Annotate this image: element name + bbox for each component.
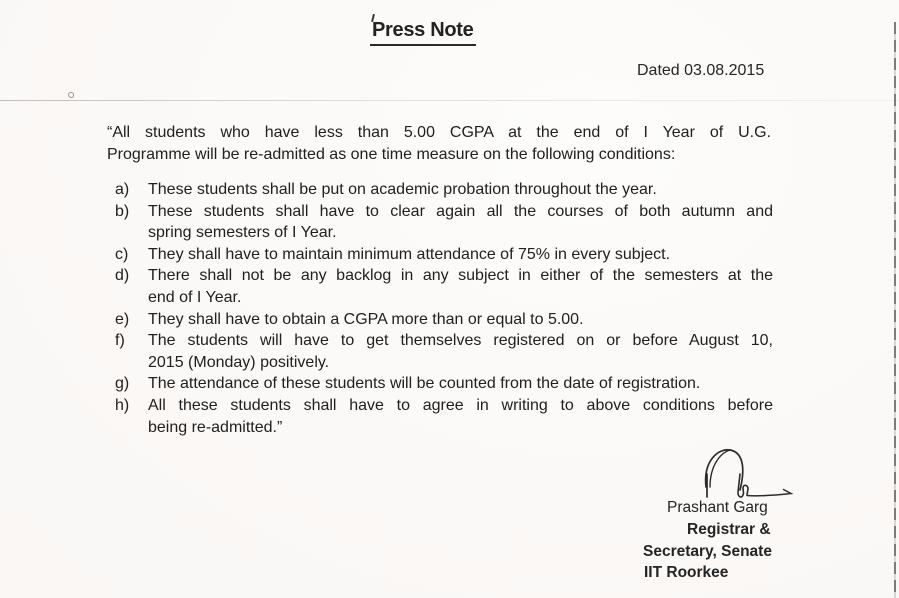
condition-text-line: spring semesters of I Year. xyxy=(148,224,337,242)
signature-handwriting-icon xyxy=(697,444,797,500)
condition-text-line: They shall have to obtain a CGPA more than or equal to 5.00. xyxy=(148,310,584,328)
condition-item-e xyxy=(115,309,773,331)
condition-label: g) xyxy=(115,375,130,393)
condition-text-line: being re-admitted.” xyxy=(148,418,283,436)
intro-line-1: “All students who have less than 5.00 CGPA at the end of I Year of U.G. xyxy=(107,124,771,141)
condition-item-b xyxy=(115,201,773,244)
intro-line-2: Programme will be re-admitted as one time measure on the following conditions: xyxy=(107,145,676,163)
signatory-role-3: IIT Roorkee xyxy=(644,564,729,581)
condition-text-line: There shall not be any backlog in any subject in either of the semesters at the xyxy=(148,267,773,285)
date-line: Dated 03.08.2015 xyxy=(637,62,765,79)
condition-label: b) xyxy=(115,202,130,220)
condition-text-line: The attendance of these students will be counted from the date of registration. xyxy=(148,375,701,393)
signatory-name: Prashant Garg xyxy=(667,499,768,516)
condition-text-line: They shall have to maintain minimum attendance of 75% in every subject. xyxy=(148,245,671,263)
scan-fold-line xyxy=(0,100,899,101)
condition-text-line: All these students shall have to agree in writing to above conditions before xyxy=(148,396,773,414)
condition-item-d xyxy=(115,265,773,308)
condition-label: e) xyxy=(115,310,130,328)
signatory-role-2: Secretary, Senate xyxy=(643,543,772,560)
condition-item-a xyxy=(115,179,773,201)
scan-speck xyxy=(68,92,74,98)
page-title: Press Note xyxy=(370,19,476,46)
condition-label: h) xyxy=(115,396,130,414)
condition-item-g xyxy=(115,373,773,395)
intro-paragraph xyxy=(107,122,771,165)
condition-text-line: The students will have to get themselves registered on or before August 10, xyxy=(148,332,773,350)
condition-text-line: These students shall be put on academic probation throughout the year. xyxy=(148,181,657,198)
conditions-list xyxy=(115,179,773,438)
signatory-role-1: Registrar & xyxy=(687,521,771,538)
condition-label: d) xyxy=(115,267,130,285)
condition-label: c) xyxy=(115,245,129,263)
condition-text-line: end of I Year. xyxy=(148,288,242,306)
condition-label: a) xyxy=(115,181,130,198)
condition-text-line: 2015 (Monday) positively. xyxy=(148,353,330,371)
condition-item-f xyxy=(115,330,773,373)
scan-edge-line xyxy=(894,22,896,598)
condition-item-h xyxy=(115,395,773,438)
condition-text-line: These students shall have to clear again all the courses of both autumn and xyxy=(148,202,773,220)
condition-item-c xyxy=(115,244,773,266)
condition-label: f) xyxy=(115,332,125,350)
